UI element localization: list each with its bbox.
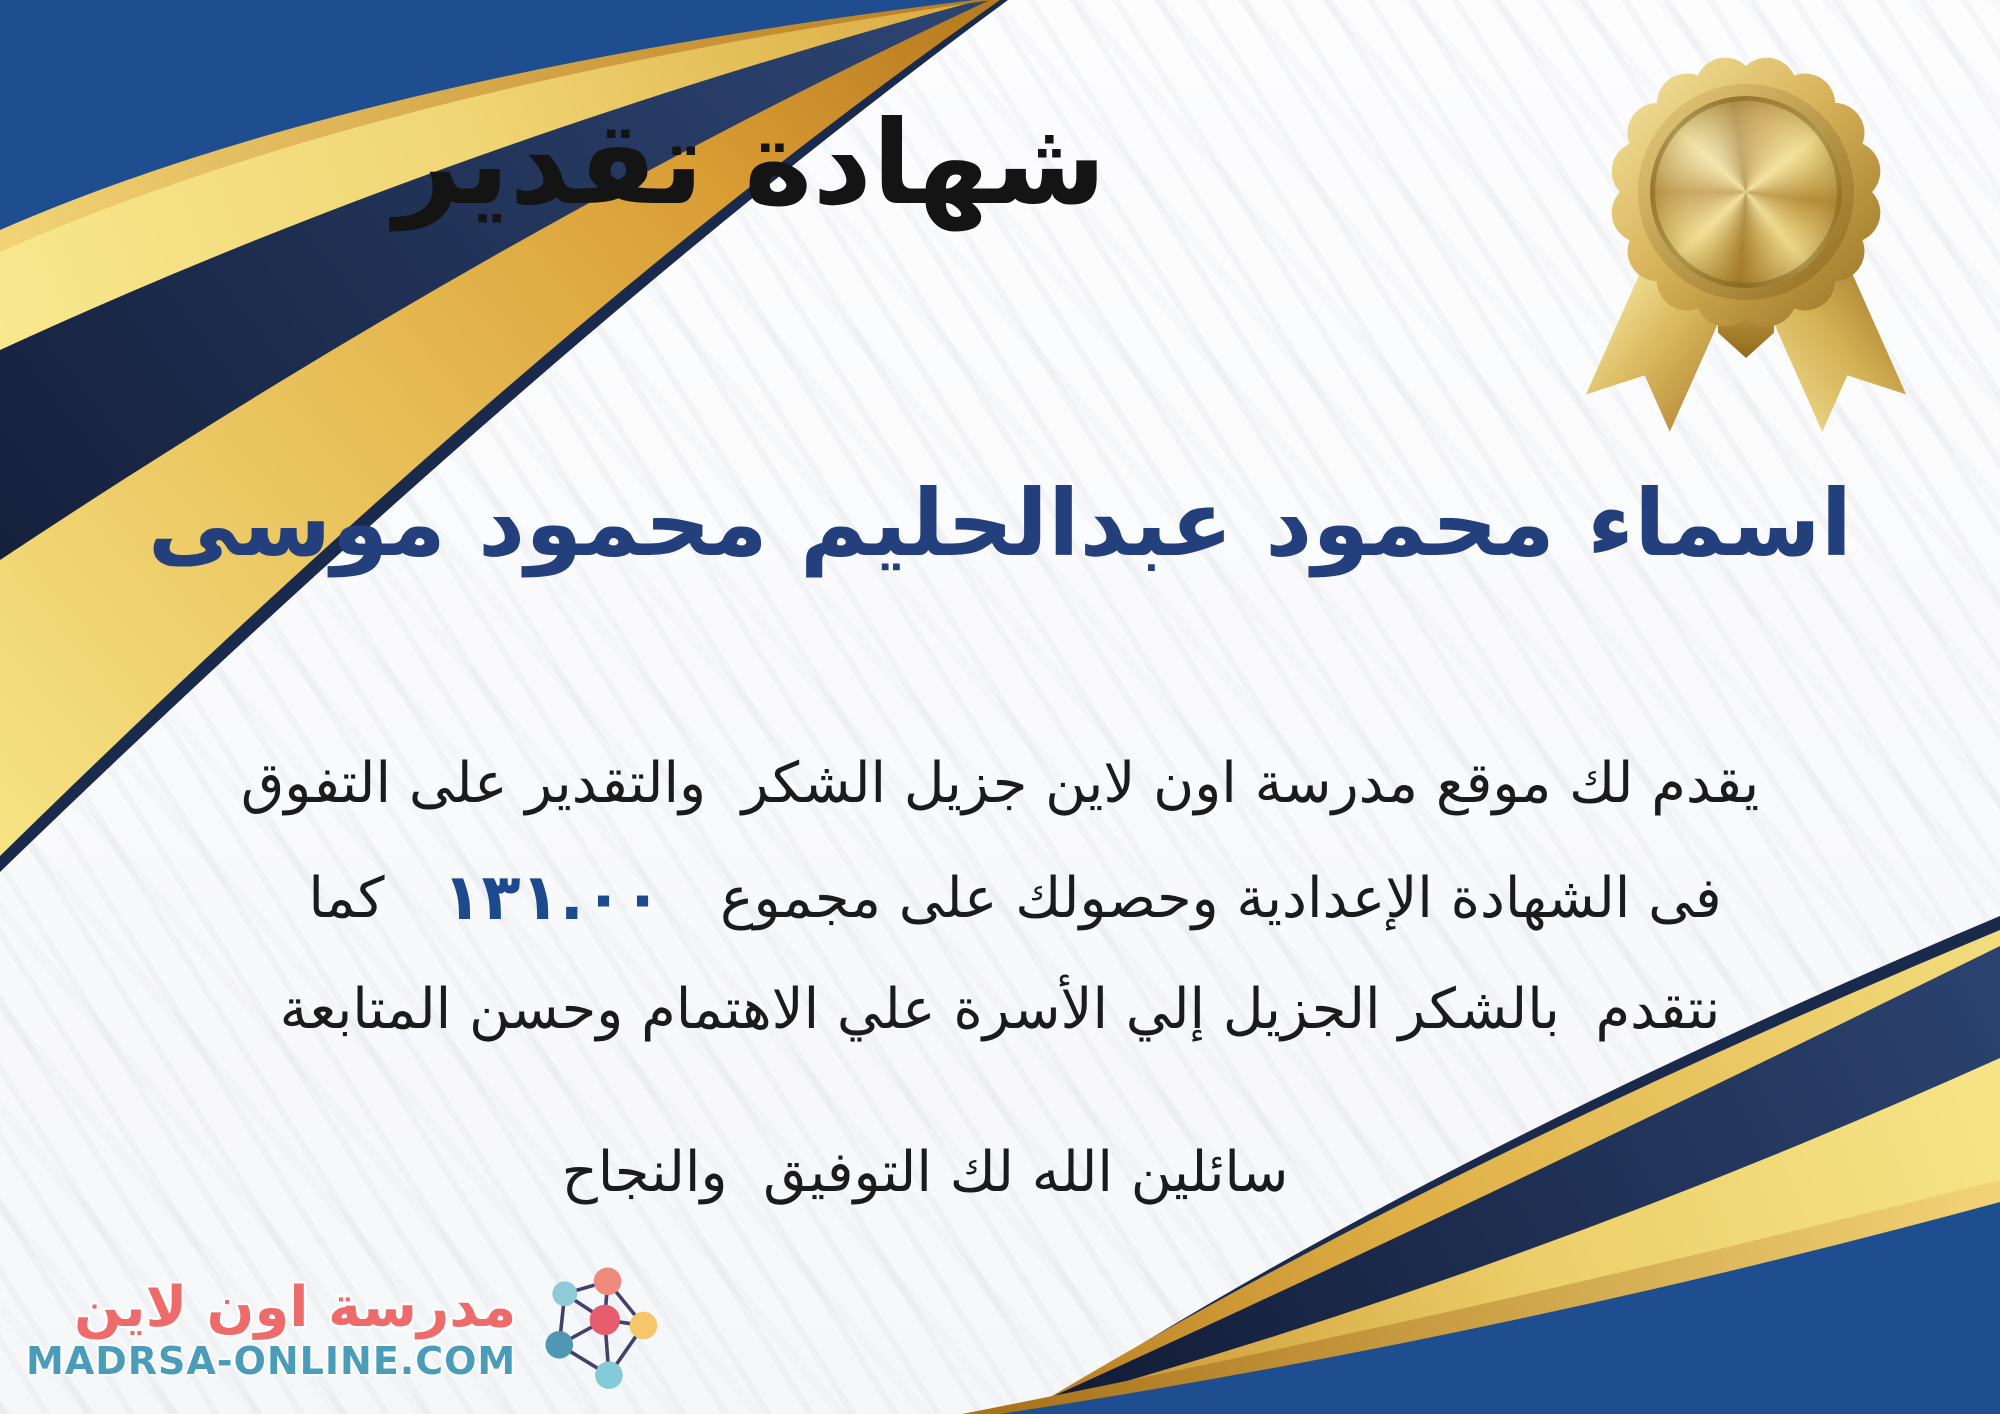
site-name-arabic: مدرسة اون لاين: [74, 1275, 517, 1341]
body-line-3: نتقدم بالشكر الجزيل إلي الأسرة علي الاهتمام وحسن المتابعة: [279, 976, 1721, 1042]
site-domain: MADRSA-ONLINE.COM: [26, 1339, 517, 1383]
site-logo: [26, 1262, 660, 1400]
body-line-2: [40, 860, 1960, 934]
medal-disc: [1650, 96, 1842, 288]
closing-line: سائلين الله لك التوفيق والنجاح: [561, 1140, 1289, 1205]
certificate-title: شهادة تقدير: [393, 96, 1107, 231]
network-graph-icon: [522, 1262, 660, 1400]
body-line-1: يقدم لك موقع مدرسة اون لاين جزيل الشكر والتقدير على التفوق: [240, 751, 1760, 816]
site-logo-text: [26, 1277, 516, 1384]
certificate-body: [40, 752, 1960, 1086]
gold-medal-rosette-icon: [1596, 40, 1896, 440]
body-line-2-text: فى الشهادة الإعدادية وحصولك على مجموع: [720, 866, 1722, 932]
body-line-2-tail: كما: [308, 866, 385, 932]
student-name: اسماء محمود عبدالحليم محمود موسى: [147, 470, 1853, 577]
score-value: ١٣١.٠٠: [442, 861, 663, 936]
